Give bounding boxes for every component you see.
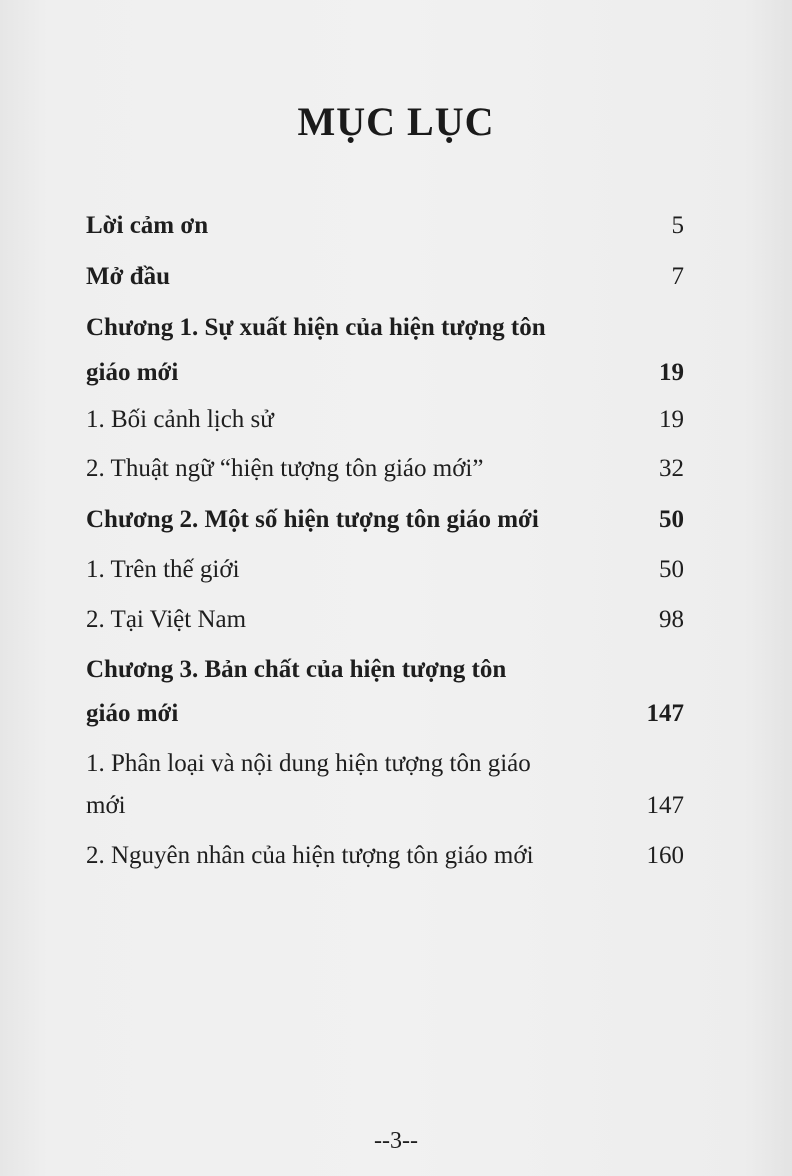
toc-entry-title: 2. Tại Việt Nam xyxy=(86,606,247,633)
toc-entry-title: 1. Trên thế giới xyxy=(86,556,240,583)
toc-entry-2-1 xyxy=(86,556,684,588)
toc-entry-page: 19 xyxy=(659,359,684,386)
toc-entry-title-line2: giáo mới xyxy=(86,700,179,727)
toc-entry-title: Lời cảm ơn xyxy=(86,212,209,239)
toc-entry-acknowledgements xyxy=(86,212,684,244)
toc-entry-title-line2: mới xyxy=(86,792,126,819)
toc-entry-title: 2. Nguyên nhân của hiện tượng tôn giáo mới xyxy=(86,842,534,869)
toc-entry-page: 7 xyxy=(671,263,684,290)
toc-entry-page: 50 xyxy=(659,506,684,533)
toc-entry-title-line2: giáo mới xyxy=(86,359,179,386)
toc-entry-chapter-1 xyxy=(86,314,684,394)
toc-entry-page: 32 xyxy=(659,455,684,482)
page-number: --3-- xyxy=(374,1128,418,1154)
toc-entry-title: Mở đầu xyxy=(86,263,170,290)
toc-entry-page: 5 xyxy=(671,212,684,239)
toc-entry-3-2 xyxy=(86,842,684,874)
toc-entry-page: 50 xyxy=(659,556,684,583)
toc-entry-chapter-2 xyxy=(86,506,684,538)
toc-entry-1-2 xyxy=(86,455,684,487)
toc-entry-title-line1: Chương 3. Bản chất của hiện tượng tôn xyxy=(86,656,507,683)
toc-entry-title-line1: Chương 1. Sự xuất hiện của hiện tượng tôn xyxy=(86,314,546,341)
toc-entry-page: 98 xyxy=(659,606,684,633)
toc-entry-3-1 xyxy=(86,750,684,830)
toc-entry-title: 2. Thuật ngữ “hiện tượng tôn giáo mới” xyxy=(86,455,484,482)
toc-entry-2-2 xyxy=(86,606,684,638)
toc-entry-page: 147 xyxy=(646,700,684,727)
toc-entry-page: 147 xyxy=(646,792,684,819)
toc-entry-title-line1: 1. Phân loại và nội dung hiện tượng tôn giáo xyxy=(86,750,531,777)
toc-entry-title: Chương 2. Một số hiện tượng tôn giáo mới xyxy=(86,506,539,533)
toc-entry-1-1 xyxy=(86,406,684,438)
toc-entry-page: 160 xyxy=(646,842,684,869)
toc-entry-title: 1. Bối cảnh lịch sử xyxy=(86,406,274,433)
toc-entry-introduction xyxy=(86,263,684,295)
toc-entry-chapter-3 xyxy=(86,656,684,736)
toc-entry-page: 19 xyxy=(659,406,684,433)
page-title: MỤC LỤC xyxy=(297,99,495,144)
